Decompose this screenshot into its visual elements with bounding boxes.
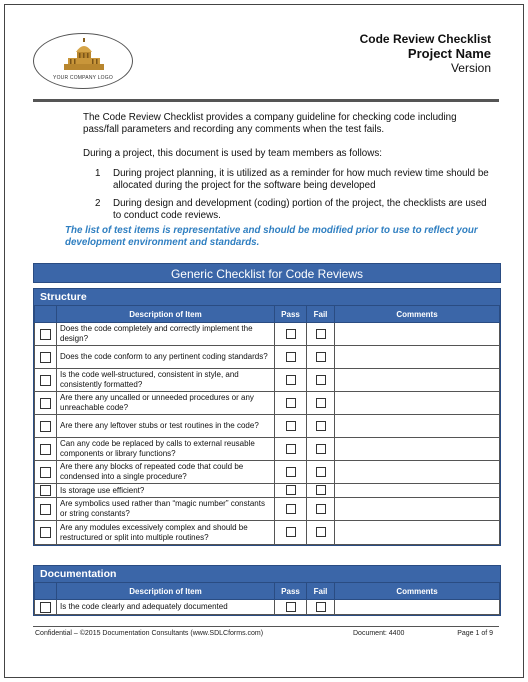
table-row — [35, 461, 500, 484]
pass-checkbox[interactable] — [286, 352, 296, 362]
description-cell: Are there any uncalled or unneeded procedures or any unreachable code? — [57, 392, 275, 415]
select-cell — [35, 484, 57, 498]
select-checkbox[interactable] — [40, 467, 51, 478]
fail-checkbox[interactable] — [316, 467, 326, 477]
pass-cell — [275, 521, 307, 545]
comments-cell[interactable] — [335, 392, 500, 415]
pass-checkbox[interactable] — [286, 398, 296, 408]
pass-cell — [275, 346, 307, 369]
select-cell — [35, 438, 57, 461]
structure-section — [33, 288, 501, 546]
list-text: During design and development (coding) portion of the project, the checklists are used to conduct code reviews. — [113, 198, 487, 221]
pass-checkbox[interactable] — [286, 602, 296, 612]
pass-cell — [275, 438, 307, 461]
document-page — [4, 4, 524, 678]
checklist-banner: Generic Checklist for Code Reviews — [33, 263, 501, 283]
description-cell: Is storage use efficient? — [57, 484, 275, 498]
table-row — [35, 323, 500, 346]
select-cell — [35, 369, 57, 392]
column-header-comments: Comments — [335, 306, 500, 323]
column-header-comments: Comments — [335, 583, 500, 600]
table-row — [35, 521, 500, 545]
structure-table — [34, 305, 500, 545]
pass-checkbox[interactable] — [286, 421, 296, 431]
comments-cell[interactable] — [335, 461, 500, 484]
comments-cell[interactable] — [335, 600, 500, 615]
description-cell: Does the code completely and correctly implement the design? — [57, 323, 275, 346]
intro-text — [83, 112, 493, 172]
logo-text: YOUR COMPANY LOGO — [53, 75, 113, 81]
table-row — [35, 392, 500, 415]
pass-cell — [275, 415, 307, 438]
fail-cell — [307, 392, 335, 415]
footer-confidential: Confidential – ©2015 Documentation Consultants (www.SDLCforms.com) — [35, 630, 264, 637]
pass-cell — [275, 461, 307, 484]
table-header-row — [35, 306, 500, 323]
footer-divider — [33, 626, 499, 627]
comments-cell[interactable] — [335, 484, 500, 498]
description-cell: Can any code be replaced by calls to external reusable components or library functions? — [57, 438, 275, 461]
select-cell — [35, 498, 57, 521]
table-header-row — [35, 583, 500, 600]
header-divider — [33, 99, 499, 102]
pass-cell — [275, 323, 307, 346]
pass-checkbox[interactable] — [286, 527, 296, 537]
document-header — [360, 32, 491, 76]
fail-cell — [307, 484, 335, 498]
pass-cell — [275, 600, 307, 615]
table-row — [35, 498, 500, 521]
select-checkbox[interactable] — [40, 421, 51, 432]
description-cell: Are symbolics used rather than “magic number” constants or string constants? — [57, 498, 275, 521]
pass-cell — [275, 498, 307, 521]
fail-cell — [307, 498, 335, 521]
select-checkbox[interactable] — [40, 485, 51, 496]
fail-checkbox[interactable] — [316, 527, 326, 537]
fail-checkbox[interactable] — [316, 421, 326, 431]
column-header-fail: Fail — [307, 583, 335, 600]
select-cell — [35, 346, 57, 369]
select-checkbox[interactable] — [40, 504, 51, 515]
column-header-select — [35, 583, 57, 600]
section-title: Documentation — [34, 566, 500, 582]
table-row — [35, 415, 500, 438]
list-item — [95, 168, 495, 192]
select-checkbox[interactable] — [40, 444, 51, 455]
fail-cell — [307, 461, 335, 484]
select-checkbox[interactable] — [40, 375, 51, 386]
comments-cell[interactable] — [335, 498, 500, 521]
pass-checkbox[interactable] — [286, 485, 296, 495]
project-name: Project Name — [407, 46, 491, 61]
fail-cell — [307, 600, 335, 615]
table-row — [35, 346, 500, 369]
description-cell: Are any modules excessively complex and should be restructured or split into multiple routines? — [57, 521, 275, 545]
select-checkbox[interactable] — [40, 352, 51, 363]
pass-checkbox[interactable] — [286, 329, 296, 339]
description-cell: Are there any leftover stubs or test routines in the code? — [57, 415, 275, 438]
fail-cell — [307, 415, 335, 438]
fail-cell — [307, 369, 335, 392]
fail-checkbox[interactable] — [316, 504, 326, 514]
description-cell: Is the code clearly and adequately documented — [57, 600, 275, 615]
select-checkbox[interactable] — [40, 602, 51, 613]
comments-cell[interactable] — [335, 521, 500, 545]
table-row — [35, 600, 500, 615]
column-header-select — [35, 306, 57, 323]
column-header-pass: Pass — [275, 306, 307, 323]
intro-paragraph-2: During a project, this document is used by team members as follows: — [83, 148, 382, 159]
column-header-fail: Fail — [307, 306, 335, 323]
list-number: 2 — [95, 198, 101, 209]
select-cell — [35, 521, 57, 545]
column-header-pass: Pass — [275, 583, 307, 600]
fail-checkbox[interactable] — [316, 485, 326, 495]
representative-note: The list of test items is representative and should be modified prior to use to reflect your development environment and standards. — [65, 225, 478, 248]
fail-cell — [307, 438, 335, 461]
pass-checkbox[interactable] — [286, 504, 296, 514]
section-title: Structure — [34, 289, 500, 305]
pass-cell — [275, 369, 307, 392]
select-cell — [35, 392, 57, 415]
pass-checkbox[interactable] — [286, 467, 296, 477]
pass-cell — [275, 484, 307, 498]
fail-checkbox[interactable] — [316, 352, 326, 362]
document-title: Code Review Checklist — [359, 32, 491, 46]
description-cell: Does the code conform to any pertinent coding standards? — [57, 346, 275, 369]
select-cell — [35, 323, 57, 346]
fail-checkbox[interactable] — [316, 602, 326, 612]
list-text: During project planning, it is utilized as a reminder for how much review time should be allocated during the project for the software being developed — [113, 168, 489, 191]
description-cell: Is the code well-structured, consistent in style, and consistently formatted? — [57, 369, 275, 392]
list-number: 1 — [95, 168, 101, 179]
comments-cell[interactable] — [335, 346, 500, 369]
documentation-section — [33, 565, 501, 616]
company-logo — [33, 33, 133, 89]
fail-cell — [307, 521, 335, 545]
select-checkbox[interactable] — [40, 527, 51, 538]
footer-document-number: Document: 4400 — [353, 630, 405, 637]
column-header-description: Description of Item — [57, 583, 275, 600]
select-cell — [35, 461, 57, 484]
select-checkbox[interactable] — [40, 329, 51, 340]
comments-cell[interactable] — [335, 438, 500, 461]
comments-cell[interactable] — [335, 415, 500, 438]
list-item — [95, 198, 495, 222]
fail-cell — [307, 323, 335, 346]
table-row — [35, 438, 500, 461]
select-checkbox[interactable] — [40, 398, 51, 409]
description-cell: Are there any blocks of repeated code that could be condensed into a single procedure? — [57, 461, 275, 484]
pass-checkbox[interactable] — [286, 375, 296, 385]
column-header-description: Description of Item — [57, 306, 275, 323]
fail-cell — [307, 346, 335, 369]
pass-cell — [275, 392, 307, 415]
comments-cell[interactable] — [335, 323, 500, 346]
capitol-building-icon — [60, 38, 108, 74]
pass-checkbox[interactable] — [286, 444, 296, 454]
fail-checkbox[interactable] — [316, 398, 326, 408]
select-cell — [35, 600, 57, 615]
document-version: Version — [450, 61, 491, 75]
fail-checkbox[interactable] — [316, 444, 326, 454]
footer-page-number: Page 1 of 9 — [457, 630, 493, 637]
fail-checkbox[interactable] — [316, 375, 326, 385]
usage-list — [95, 168, 495, 228]
fail-checkbox[interactable] — [316, 329, 326, 339]
table-row — [35, 369, 500, 392]
select-cell — [35, 415, 57, 438]
comments-cell[interactable] — [335, 369, 500, 392]
intro-paragraph-1: The Code Review Checklist provides a company guideline for checking code including pass/fall parameters and recording any comments when the test fails. — [83, 112, 457, 135]
table-row — [35, 484, 500, 498]
documentation-table — [34, 582, 500, 615]
